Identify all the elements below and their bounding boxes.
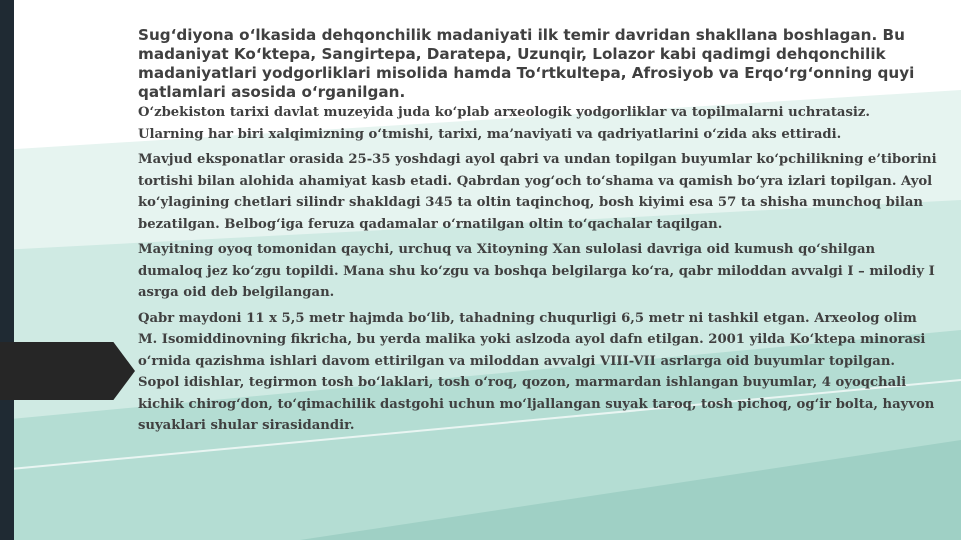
paragraph-1: O‘zbekiston tarixi davlat muzeyida juda ko‘plab arxeologik yodgorliklar va topilmalarni uchratasiz. Ularning har biri xalqimizning o‘tmishi, tarixi, ma’naviyati va qadriyatlarini o‘zida aks ettiradi. — [138, 105, 870, 142]
arrow-accent-shape — [0, 342, 135, 400]
paragraph-3: Mayitning oyoq tomonidan qaychi, urchuq va Xitoyning Xan sulolasi davriga oid kumush qo‘shilgan dumaloq jez ko‘zgu topildi. Mana shu ko‘zgu va boshqa belgilarga ko‘ra, qabr miloddan avvalgi I – milodiy I asrga oid deb belgilangan. — [138, 242, 935, 300]
paragraph-2: Mavjud eksponatlar orasida 25-35 yoshdagi ayol qabri va undan topilgan buyumlar ko‘pchilikning e’tiborini tortishi bilan alohida ahamiyat kasb etadi. Qabrdan yog‘och to‘shama va qamish bo‘yra izlari topilgan. Ayol ko‘ylagining chetlari silindr shakldagi 345 ta oltin taqinchoq, bosh kiyimi esa 57 ta shisha munchoq bilan bezatilgan. Belbog‘iga feruza qadamalar o‘rnatilgan oltin to‘qachalar taqilgan. — [138, 152, 937, 232]
paragraph-4: Qabr maydoni 11 x 5,5 metr hajmda bo‘lib, tahadning chuqurligi 6,5 metr ni tashkil etgan. Arxeolog olim M. Isomiddinovning fikricha, bu yerda malika yoki aslzoda ayol dafn etilgan. 2001 yilda Ko‘ktepa minorasi o‘rnida qazishma ishlari davom ettirilgan va miloddan avvalgi VIII-VII asrlarga oid buyumlar topilgan. Sopol idishlar, tegirmon tosh bo‘laklari, tosh o‘roq, qozon, marmardan ishlangan buyumlar, 4 oyoqchali kichik chirog‘don, to‘qimachilik dastgohi uchun mo‘ljallangan suyak taroq, tosh pichoq, og‘ir bolta, hayvon suyaklari shular sirasidandir. — [138, 310, 935, 433]
slide-heading: Sug‘diyona o‘lkasida dehqonchilik madaniyati ilk temir davridan shakllana boshlagan. Bu madaniyat Ko‘ktepa, Sangirtepa, Daratepa, Uzunqir, Lolazor kabi qadimgi dehqonchilik madaniyatlari yodgorliklari misolida hamda To‘rtkultepa, Afrosiyob va Erqo‘rg‘onning quyi qatlamlari asosida o‘rganilgan. — [138, 26, 915, 101]
left-accent-strip — [0, 0, 14, 540]
slide-content — [138, 26, 938, 437]
